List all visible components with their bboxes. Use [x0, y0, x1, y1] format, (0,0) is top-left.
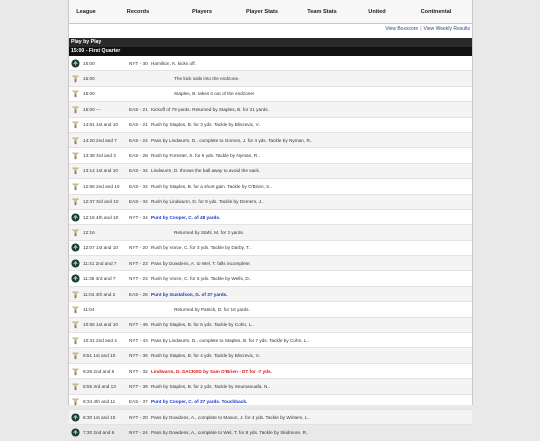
- play-field-position: NYT - 30: [129, 60, 148, 66]
- nav-player-stats[interactable]: Player Stats: [245, 8, 279, 15]
- view-boxscore-link[interactable]: View Boxscore: [385, 26, 419, 32]
- play-time-down: 8:55 3rd and 13: [83, 383, 116, 389]
- eas-team-logo-icon: [71, 320, 80, 329]
- play-row: [69, 56, 472, 71]
- play-field-position: EAS - 21: [129, 106, 148, 112]
- play-time-down: 11:35 3rd and 7: [83, 276, 116, 282]
- eas-team-logo-icon: [71, 228, 80, 237]
- play-field-position: EAS - 21: [129, 122, 148, 128]
- main-container: [68, 0, 473, 436]
- play-description: Hamilton, K. kicks off.: [151, 60, 196, 66]
- play-row: [69, 348, 472, 363]
- play-row: [69, 102, 472, 117]
- nav-continental[interactable]: Continental: [420, 8, 452, 15]
- play-time-down: 12:07 1st and 10: [83, 245, 118, 251]
- play-field-position: NYT - 23: [129, 260, 148, 266]
- play-field-position: EAS - 28: [129, 153, 148, 159]
- play-time-down: 11:04 4th and 2: [83, 291, 116, 297]
- play-time-down: 7:30 2nd and 6: [83, 430, 115, 436]
- play-field-position: NYT - 39: [129, 383, 148, 389]
- play-time-down: 14:20 2nd and 7: [83, 137, 117, 143]
- play-row: [69, 118, 472, 133]
- play-time-down: 11:04: [83, 306, 95, 312]
- play-row: [69, 133, 472, 148]
- eas-team-logo-icon: [71, 166, 80, 175]
- view-weekly-results-link[interactable]: View Weekly Results: [423, 26, 470, 32]
- play-row: [69, 379, 472, 394]
- quarter-header: 15:00 - First Quarter: [69, 47, 472, 56]
- play-row: [69, 410, 472, 425]
- play-description: Rush by Staples, B. for a short gain. Tackle by O'Brien, S..: [151, 183, 272, 189]
- play-time-down: 12:16: [83, 229, 95, 235]
- eas-team-logo-icon: [71, 351, 80, 360]
- play-time-down: 13:38 3rd and 3: [83, 153, 116, 159]
- play-time-down: 11:41 2nd and 7: [83, 260, 117, 266]
- play-time-down: 13:14 1st and 10: [83, 168, 118, 174]
- play-row: [69, 148, 472, 163]
- play-row: [69, 179, 472, 194]
- play-time-down: 12:37 3rd and 10: [83, 199, 119, 205]
- play-row: [69, 395, 472, 410]
- play-row: [69, 318, 472, 333]
- play-time-down: 9:28 2nd and 6: [83, 368, 115, 374]
- nyt-team-logo-icon: [71, 428, 80, 437]
- eas-team-logo-icon: [71, 182, 80, 191]
- play-field-position: EAS - 28: [129, 291, 148, 297]
- play-description: Returned by Stahl, M. for 3 yards.: [174, 229, 245, 235]
- results-links: [69, 25, 472, 34]
- play-row: [69, 425, 472, 440]
- play-description: Rush by Staples, B. for 4 yds. Tackle by Bliszevic, V..: [151, 353, 261, 359]
- play-time-down: 15:00 ---: [83, 106, 101, 112]
- nav-league[interactable]: League: [76, 8, 96, 15]
- play-time-down: 12:56 2nd and 10: [83, 183, 120, 189]
- eas-team-logo-icon: [71, 382, 80, 391]
- nav-team-stats[interactable]: Team Stats: [307, 8, 337, 15]
- play-row: [69, 71, 472, 86]
- play-row: [69, 302, 472, 317]
- play-time-down: 14:51 1st and 10: [83, 122, 118, 128]
- nyt-team-logo-icon: [71, 413, 80, 422]
- play-description: Lindwurm, D. throws the ball away to avoid the sack.: [151, 168, 261, 174]
- section-header: Play by Play: [69, 38, 472, 47]
- play-field-position: NYT - 23: [129, 276, 148, 282]
- play-field-position: NYT - 36: [129, 353, 148, 359]
- nyt-team-logo-icon: [71, 59, 80, 68]
- play-description: Rush by Vorce, C. for 5 yds. Tackle by Wells, D..: [151, 276, 252, 282]
- nav-players[interactable]: Players: [192, 8, 212, 15]
- play-description: Pass by Dowdens, A. to Wel, T. falls incomplete.: [151, 260, 251, 266]
- eas-team-logo-icon: [71, 197, 80, 206]
- play-row: [69, 164, 472, 179]
- link-separator: |: [420, 26, 422, 32]
- play-description: Pass by Lindwurm, D., complete to Gornes, J. for 4 yds. Tackle by Nyman, R..: [151, 137, 313, 143]
- play-time-down: 9:51 1st and 10: [83, 353, 116, 359]
- play-description: Rush by Forester, S. for 6 yds. Tackle by Nyman, R..: [151, 153, 260, 159]
- play-time-down: 8:30 1st and 10: [83, 414, 116, 420]
- play-description: Rush by Staples, B. for 3 yds. Tackle by Bliszevic, V..: [151, 122, 261, 128]
- play-description: Pass by Dowdens, A., complete to Mason, J. for 4 yds. Tackle by Winters, L..: [151, 414, 311, 420]
- play-time-down: 12:16 4th and 10: [83, 214, 119, 220]
- play-description: Staples, B. takes it out of the endzone!: [174, 91, 255, 97]
- play-row: [69, 333, 472, 348]
- play-row: [69, 87, 472, 102]
- play-field-position: EAS - 34: [129, 183, 148, 189]
- eas-team-logo-icon: [71, 290, 80, 299]
- nav-united[interactable]: United: [368, 8, 386, 15]
- nyt-team-logo-icon: [71, 274, 80, 283]
- play-field-position: EAS - 37: [129, 399, 148, 405]
- play-field-position: EAS - 34: [129, 168, 148, 174]
- play-description: Rush by Staples, B. for 2 yds. Tackle by Seumanuafa, N..: [151, 383, 270, 389]
- play-time-down: 10:55 1st and 10: [83, 322, 118, 328]
- play-description: Rush by Vorce, C. for 3 yds. Tackle by Darby, T..: [151, 245, 252, 251]
- eas-team-logo-icon: [71, 74, 80, 83]
- play-row: [69, 225, 472, 240]
- play-row: [69, 195, 472, 210]
- play-row: [69, 287, 472, 302]
- play-description: Rush by Lindwurm, D. for 9 yds. Tackle by Demers, J..: [151, 199, 264, 205]
- play-time-down: 10:31 2nd and 4: [83, 337, 117, 343]
- play-time-down: 15:00: [83, 76, 95, 82]
- play-field-position: NYT - 43: [129, 337, 148, 343]
- nyt-team-logo-icon: [71, 243, 80, 252]
- play-time-down: 15:00: [83, 91, 95, 97]
- eas-team-logo-icon: [71, 136, 80, 145]
- play-field-position: EAS - 24: [129, 137, 148, 143]
- eas-team-logo-icon: [71, 367, 80, 376]
- play-time-down: 15:00: [83, 60, 95, 66]
- play-time-down: 8:34 4th and 11: [83, 399, 116, 405]
- play-row: [69, 271, 472, 286]
- play-list: [69, 56, 472, 441]
- play-description: Punt by Cooper, C. of 48 yards.: [151, 214, 221, 220]
- play-field-position: NYT - 32: [129, 368, 148, 374]
- eas-team-logo-icon: [71, 120, 80, 129]
- play-description: Returned by Patrick, D. for 16 yards.: [174, 306, 250, 312]
- play-row: [69, 241, 472, 256]
- play-description: Punt by Cooper, C. of 37 yards. Touchback.: [151, 399, 248, 405]
- eas-team-logo-icon: [71, 305, 80, 314]
- nav-records[interactable]: Records: [126, 8, 150, 15]
- eas-team-logo-icon: [71, 105, 80, 114]
- play-description: The kick sails into the endzone.: [174, 76, 240, 82]
- play-row: [69, 210, 472, 225]
- play-row: [69, 256, 472, 271]
- nyt-team-logo-icon: [71, 259, 80, 268]
- eas-team-logo-icon: [71, 336, 80, 345]
- play-field-position: NYT - 20: [129, 245, 148, 251]
- play-field-position: EAS - 34: [129, 199, 148, 205]
- play-field-position: NYT - 24: [129, 430, 148, 436]
- play-description: Pass by Lindwurm, D., complete to Staples, B. for 7 yds. Tackle by Cohn, L..: [151, 337, 310, 343]
- play-description: Punt by Gustafson, G. of 37 yards.: [151, 291, 228, 297]
- play-description: Kickoff of 79 yards. Returned by Staples, B. for 21 yards.: [151, 106, 269, 112]
- top-navigation: [69, 0, 472, 24]
- play-description: Pass by Dowdens, A., complete to Wel, T. for 8 yds. Tackle by Skidmore, R..: [151, 430, 309, 436]
- play-description: Rush by Staples, B. for 6 yds. Tackle by Cohn, L..: [151, 322, 254, 328]
- play-field-position: NYT - 20: [129, 414, 148, 420]
- play-description: Lindwurm, D. SACKED by Sam O'Brien - DT for -7 yds.: [151, 368, 272, 374]
- play-field-position: NYT - 49: [129, 322, 148, 328]
- eas-team-logo-icon: [71, 89, 80, 98]
- nyt-team-logo-icon: [71, 213, 80, 222]
- play-row: [69, 364, 472, 379]
- play-field-position: NYT - 34: [129, 214, 148, 220]
- eas-team-logo-icon: [71, 151, 80, 160]
- eas-team-logo-icon: [71, 397, 80, 406]
